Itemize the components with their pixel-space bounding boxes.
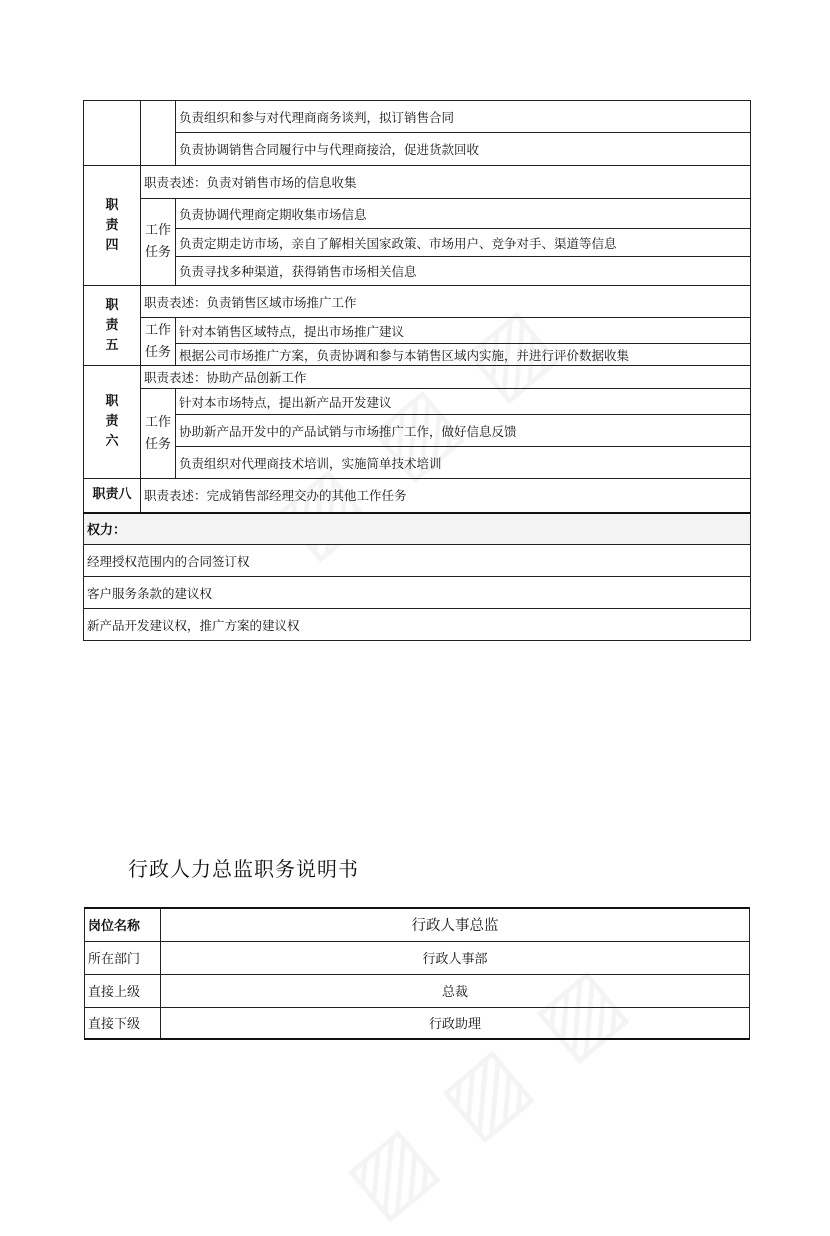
authority-heading: 权力： <box>84 513 751 545</box>
duty-label-4: 职 责 四 <box>84 166 141 286</box>
task-label-cell <box>141 101 176 166</box>
table-row <box>84 479 751 513</box>
task-item: 负责协调销售合同履行中与代理商接洽，促进货款回收 <box>176 133 751 166</box>
info-value: 总裁 <box>161 974 750 1007</box>
table-row <box>84 229 751 257</box>
position-info-table <box>84 907 750 1040</box>
info-label: 所在部门 <box>85 941 161 974</box>
table-row <box>84 389 751 415</box>
info-label: 直接上级 <box>85 974 161 1007</box>
table-row <box>84 513 751 545</box>
duty-table <box>83 100 751 641</box>
table-row <box>85 974 750 1007</box>
authority-item: 经理授权范围内的合同签订权 <box>84 545 751 577</box>
duty-statement: 职责表述：负责对销售市场的信息收集 <box>141 166 751 199</box>
task-label: 工作 任务 <box>141 199 176 286</box>
table-row <box>84 257 751 286</box>
table-row <box>84 318 751 344</box>
document-title: 行政人力总监职务说明书 <box>128 857 359 881</box>
table-row <box>84 577 751 609</box>
duty-statement: 职责表述：协助产品创新工作 <box>141 366 751 389</box>
authority-item: 客户服务条款的建议权 <box>84 577 751 609</box>
table-row <box>85 1007 750 1039</box>
table-row <box>85 908 750 941</box>
authority-item: 新产品开发建议权，推广方案的建议权 <box>84 609 751 641</box>
task-item: 负责组织和参与对代理商商务谈判，拟订销售合同 <box>176 101 751 133</box>
table-row <box>85 941 750 974</box>
duty-label-cell <box>84 101 141 166</box>
duty-label-6: 职 责 六 <box>84 366 141 479</box>
task-item: 负责组织对代理商技术培训，实施简单技术培训 <box>176 447 751 479</box>
table-row <box>84 133 751 166</box>
info-value: 行政助理 <box>161 1007 750 1039</box>
task-item: 针对本销售区域特点，提出市场推广建议 <box>176 318 751 344</box>
table-row <box>84 609 751 641</box>
info-value: 行政人事部 <box>161 941 750 974</box>
table-row <box>84 166 751 199</box>
task-item: 负责寻找多种渠道，获得销售市场相关信息 <box>176 257 751 286</box>
duty-statement: 职责表述：完成销售部经理交办的其他工作任务 <box>141 479 751 513</box>
info-value: 行政人事总监 <box>161 908 750 941</box>
table-row <box>84 101 751 133</box>
task-label: 工作 任务 <box>141 318 176 366</box>
task-item: 协助新产品开发中的产品试销与市场推广工作，做好信息反馈 <box>176 415 751 447</box>
task-label: 工作 任务 <box>141 389 176 479</box>
table-row <box>84 344 751 366</box>
info-label: 岗位名称 <box>85 908 161 941</box>
task-item: 负责定期走访市场，亲自了解相关国家政策、市场用户、竞争对手、渠道等信息 <box>176 229 751 257</box>
table-row <box>84 199 751 229</box>
table-row <box>84 545 751 577</box>
duty-label-5: 职 责 五 <box>84 286 141 366</box>
task-item: 根据公司市场推广方案，负责协调和参与本销售区域内实施，并进行评价数据收集 <box>176 344 751 366</box>
task-item: 针对本市场特点，提出新产品开发建议 <box>176 389 751 415</box>
table-row <box>84 415 751 447</box>
info-label: 直接下级 <box>85 1007 161 1039</box>
table-row <box>84 286 751 318</box>
table-row <box>84 366 751 389</box>
table-row <box>84 447 751 479</box>
duty-statement: 职责表述：负责销售区域市场推广工作 <box>141 286 751 318</box>
task-item: 负责协调代理商定期收集市场信息 <box>176 199 751 229</box>
duty-label-8: 职责八 <box>84 479 141 513</box>
